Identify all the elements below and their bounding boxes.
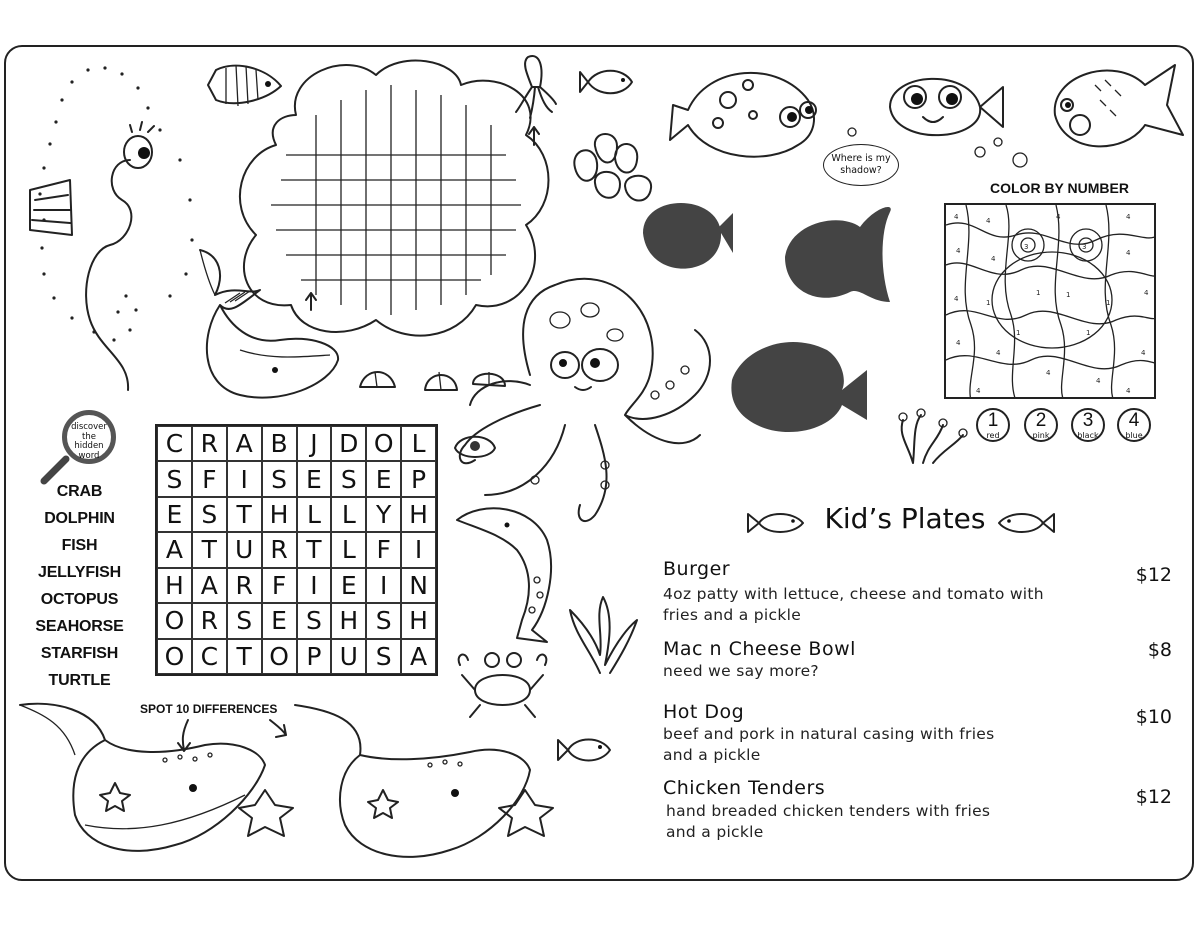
svg-text:4: 4 — [1141, 349, 1146, 357]
word-search-cell: O — [262, 639, 297, 674]
word-search-cell: I — [366, 568, 401, 603]
word-search-cell: I — [227, 461, 262, 496]
svg-text:4: 4 — [991, 255, 996, 263]
word-search-cell: F — [262, 568, 297, 603]
svg-text:1: 1 — [1086, 329, 1091, 337]
word-search-cell: E — [366, 461, 401, 496]
color-key-2: 2 pink — [1024, 408, 1058, 442]
svg-text:4: 4 — [996, 349, 1001, 357]
word-search-cell: T — [192, 532, 227, 567]
word-search-cell: H — [401, 603, 436, 638]
menu-item-price: $10 — [1135, 706, 1172, 728]
word-search-cell: E — [297, 461, 332, 496]
color-key-4: 4 blue — [1117, 408, 1151, 442]
svg-text:4: 4 — [986, 217, 991, 225]
word-search-cell: U — [331, 639, 366, 674]
word-search-cell: C — [192, 639, 227, 674]
svg-text:4: 4 — [1046, 369, 1051, 377]
word-search-cell: S — [297, 603, 332, 638]
menu-item-name: Hot Dog — [663, 701, 745, 723]
svg-text:4: 4 — [956, 339, 961, 347]
svg-text:1: 1 — [1016, 329, 1021, 337]
word-item: JELLYFISH — [38, 564, 121, 581]
sea-coral-icon — [893, 405, 973, 465]
small-fish-icon — [578, 62, 638, 102]
tiny-fish-icon — [556, 730, 616, 770]
color-by-number-title: COLOR BY NUMBER — [990, 180, 1129, 196]
word-search-cell: A — [227, 426, 262, 461]
word-search-cell: P — [297, 639, 332, 674]
word-search-cell: E — [331, 568, 366, 603]
menu-item-description: need we say more? — [663, 662, 819, 680]
word-item: FISH — [61, 537, 98, 554]
word-search-cell: H — [157, 568, 192, 603]
word-search-cell: R — [192, 603, 227, 638]
discover-hidden-word-magnifier — [62, 410, 116, 464]
word-search-cell: O — [157, 603, 192, 638]
svg-text:4: 4 — [1126, 387, 1131, 395]
word-search-cell: L — [331, 532, 366, 567]
svg-text:4: 4 — [956, 247, 961, 255]
svg-text:1: 1 — [1036, 289, 1041, 297]
color-key-3: 3 black — [1071, 408, 1105, 442]
word-item: DOLPHIN — [44, 510, 115, 527]
word-search-cell: S — [192, 497, 227, 532]
bubbles-icon — [840, 120, 1040, 180]
seahorse-dot-to-dot-icon — [10, 60, 170, 400]
svg-text:4: 4 — [1096, 377, 1101, 385]
svg-text:3: 3 — [1024, 243, 1029, 251]
word-search-cell: S — [157, 461, 192, 496]
angelfish-shadow-icon — [780, 202, 900, 312]
svg-text:4: 4 — [954, 213, 959, 221]
menu-fish-right-icon — [995, 508, 1057, 538]
word-search-cell: S — [366, 603, 401, 638]
svg-text:4: 4 — [976, 387, 981, 395]
word-search-cell: S — [331, 461, 366, 496]
word-search-cell: F — [192, 461, 227, 496]
word-list — [22, 478, 137, 694]
svg-text:4: 4 — [954, 295, 959, 303]
clown-fish-icon — [1035, 55, 1185, 165]
squid-icon — [510, 52, 560, 122]
word-search-cell: N — [401, 568, 436, 603]
word-item: OCTOPUS — [40, 591, 119, 608]
whale-left-icon — [15, 695, 305, 875]
word-search-cell: I — [297, 568, 332, 603]
color-key-1: 1 red — [976, 408, 1010, 442]
word-search-cell: O — [157, 639, 192, 674]
svg-text:1: 1 — [986, 299, 991, 307]
word-search-cell: Y — [366, 497, 401, 532]
menu-item-price: $8 — [1147, 639, 1172, 661]
menu-item-description: hand breaded chicken tenders with fries and a pickle — [666, 802, 991, 841]
word-search-cell: D — [331, 426, 366, 461]
word-search-cell: I — [401, 532, 436, 567]
word-search-grid — [155, 424, 438, 676]
svg-text:1: 1 — [1106, 299, 1111, 307]
discover-label: discover the hidden word — [71, 422, 107, 461]
menu-item-description: beef and pork in natural casing with fries and a pickle — [663, 725, 995, 764]
word-search-cell: T — [227, 639, 262, 674]
svg-text:1: 1 — [1066, 291, 1071, 299]
svg-text:4: 4 — [1126, 213, 1131, 221]
svg-text:4: 4 — [1144, 289, 1149, 297]
color-by-number-grid — [944, 203, 1156, 399]
whale-right-icon — [290, 700, 560, 880]
word-search-cell: S — [366, 639, 401, 674]
word-search-cell: S — [262, 461, 297, 496]
svg-text:3: 3 — [1082, 243, 1087, 251]
menu-item-name: Burger — [663, 558, 731, 580]
word-search-cell: A — [192, 568, 227, 603]
menu-item-price: $12 — [1135, 564, 1172, 586]
word-item: SEAHORSE — [35, 618, 124, 635]
word-search-cell: O — [366, 426, 401, 461]
word-search-cell: R — [192, 426, 227, 461]
whale-icon — [180, 245, 345, 410]
word-search-cell: A — [157, 532, 192, 567]
flounder-fish-icon — [668, 55, 828, 170]
menu-item-description: 4oz patty with lettuce, cheese and tomato with fries and a pickle — [663, 585, 1044, 624]
oyster-pearl-icon — [450, 428, 500, 463]
word-item: STARFISH — [40, 645, 119, 662]
word-search-cell: C — [157, 426, 192, 461]
shadow-speech-bubble: Where is my shadow? — [823, 144, 899, 186]
menu-item-name: Mac n Cheese Bowl — [663, 638, 856, 660]
word-search-cell: R — [227, 568, 262, 603]
svg-text:4: 4 — [1056, 213, 1061, 221]
menu-item-price: $12 — [1135, 786, 1172, 808]
octopus-icon — [445, 265, 725, 535]
tang-fish-shadow-icon — [727, 330, 872, 440]
word-search-cell: J — [297, 426, 332, 461]
word-search-cell: A — [401, 639, 436, 674]
word-search-cell: H — [262, 497, 297, 532]
word-search-cell: H — [331, 603, 366, 638]
word-search-cell: L — [331, 497, 366, 532]
word-search-cell: F — [366, 532, 401, 567]
word-search-cell: P — [401, 461, 436, 496]
word-item: TURTLE — [48, 672, 111, 689]
spot-differences-label: SPOT 10 DIFFERENCES — [140, 702, 278, 716]
dolphin-icon — [452, 500, 562, 645]
menu-title: Kid’s Plates — [824, 502, 986, 535]
word-search-cell: B — [262, 426, 297, 461]
word-search-cell: E — [157, 497, 192, 532]
menu-fish-left-icon — [745, 508, 807, 538]
word-search-cell: R — [262, 532, 297, 567]
menu-item-name: Chicken Tenders — [663, 777, 826, 799]
seaweed-icon — [565, 595, 640, 675]
svg-text:4: 4 — [1126, 249, 1131, 257]
word-item: CRAB — [56, 483, 103, 500]
word-search-cell: E — [262, 603, 297, 638]
word-search-cell: S — [227, 603, 262, 638]
word-search-cell: H — [401, 497, 436, 532]
word-search-cell: T — [227, 497, 262, 532]
word-search-cell: U — [227, 532, 262, 567]
word-search-cell: T — [297, 532, 332, 567]
word-search-cell: L — [401, 426, 436, 461]
word-search-cell: L — [297, 497, 332, 532]
